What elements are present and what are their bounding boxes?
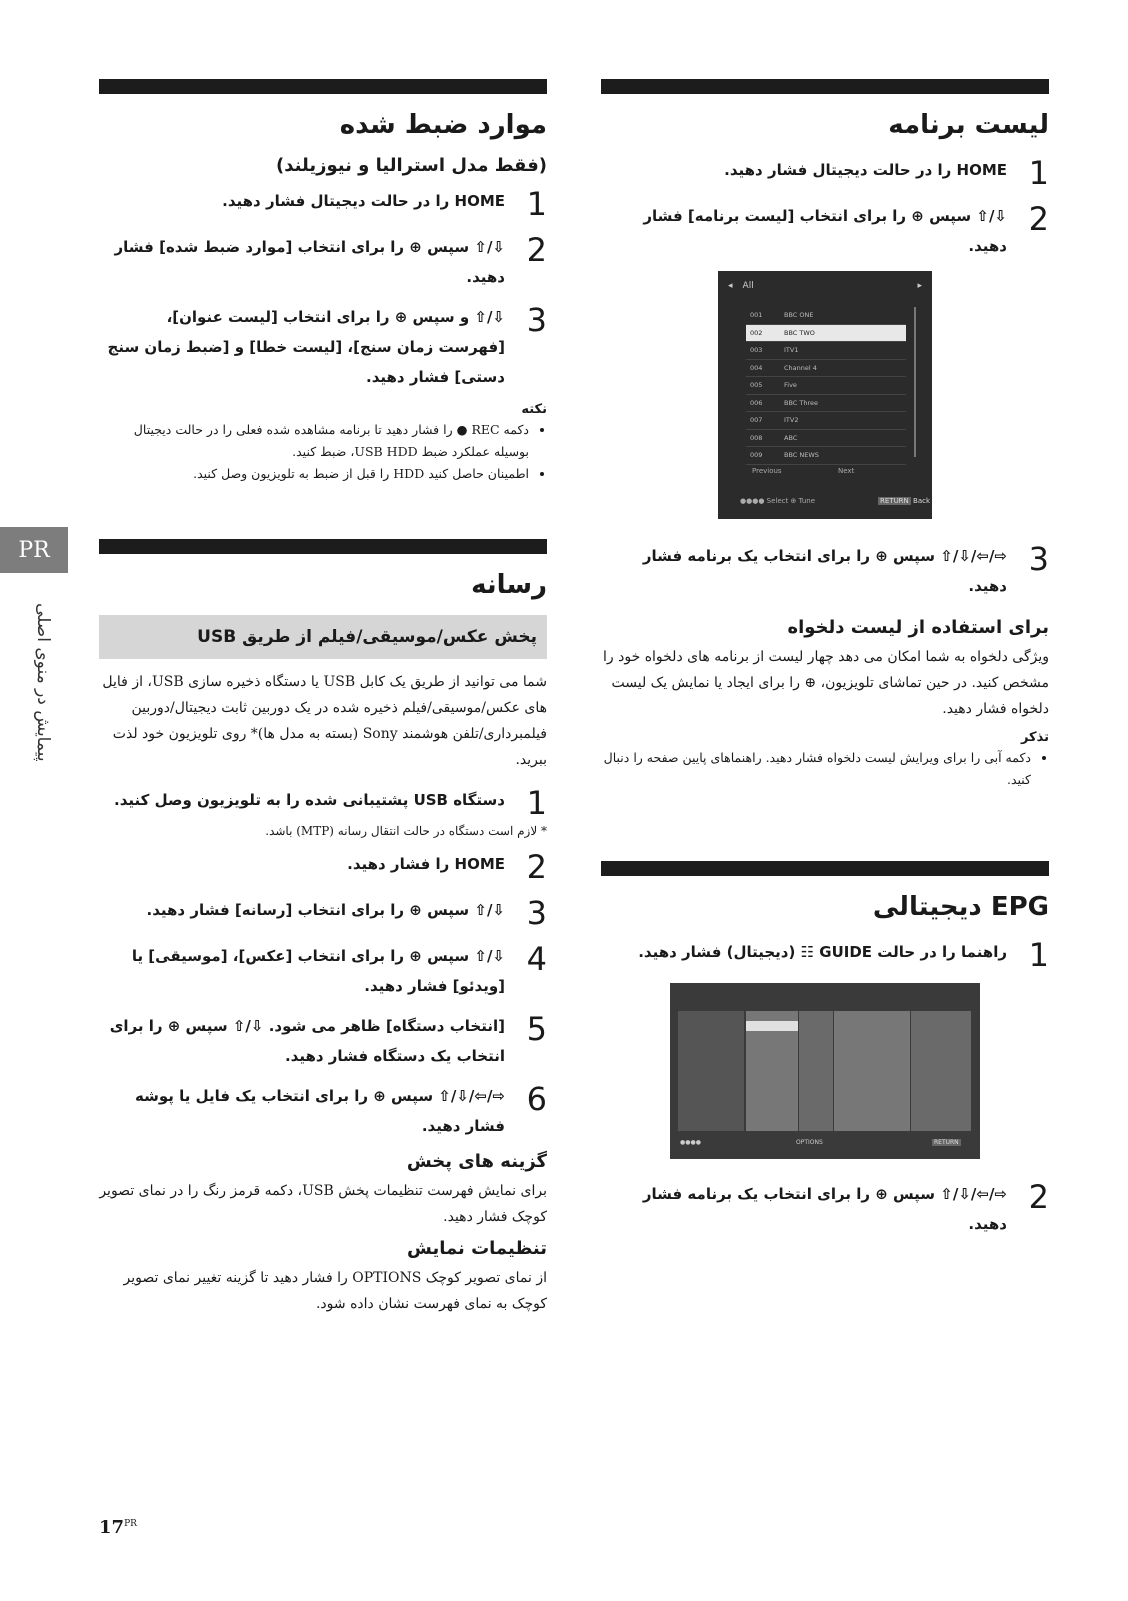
channel-row[interactable] <box>746 430 906 448</box>
step-number: 4 <box>526 940 547 979</box>
epg-row[interactable] <box>678 1021 972 1031</box>
channel-number: 003 <box>750 346 763 355</box>
step-text: ⇩/⇧ سپس ⊕ را برای انتخاب [لیست برنامه] فشار دهید. <box>643 207 1007 256</box>
media-step-6 <box>99 1081 547 1141</box>
epg-programme-cell[interactable] <box>834 1091 911 1101</box>
epg-programme-cell[interactable] <box>746 1091 797 1101</box>
epg-channel-cell <box>678 1101 744 1111</box>
epg-channel-cell <box>678 1121 744 1131</box>
epg-programme-cell[interactable] <box>799 1071 833 1081</box>
step-number: 3 <box>526 894 547 933</box>
epg-programme-cell[interactable] <box>746 1031 797 1041</box>
note-label: نکته <box>521 402 547 418</box>
epg-programme-cell[interactable] <box>834 1021 911 1031</box>
prev-label: Previous <box>752 467 782 476</box>
epg-programme-cell[interactable] <box>911 1111 971 1121</box>
step-text: راهنما را در حالت GUIDE ☷ (دیجیتال) فشار دهید. <box>638 943 1007 962</box>
channel-row[interactable] <box>746 395 906 413</box>
step-number: 6 <box>526 1080 547 1119</box>
channel-number: 009 <box>750 451 763 460</box>
step-number: 3 <box>526 301 547 340</box>
playback-options-text: برای نمایش فهرست تنظیمات پخش USB، دکمه قرمز رنگ را در نمای تصویر کوچک فشار دهید. <box>99 1183 547 1226</box>
epg-title: EPG دیجیتالی <box>872 892 1049 923</box>
epg-screenshot <box>670 983 980 1159</box>
note-item: • اطمینان حاصل کنید HDD را قبل از ضبط به تلویزیون وصل کنید. <box>99 463 529 485</box>
epg-channel-cell <box>678 1091 744 1101</box>
epg-row[interactable] <box>678 1101 972 1111</box>
epg-channel-cell <box>678 1111 744 1121</box>
epg-programme-cell[interactable] <box>911 1081 971 1091</box>
ok-icon: ⊕ <box>790 497 797 506</box>
dpad-icon: ●●●● <box>740 497 765 506</box>
step-text: HOME را فشار دهید. <box>347 855 505 874</box>
step-text: HOME را در حالت دیجیتال فشار دهید. <box>222 192 505 211</box>
epg-programme-cell[interactable] <box>911 1011 971 1021</box>
channel-name: ABC <box>784 433 798 442</box>
section-bar <box>99 79 547 94</box>
epg-row[interactable] <box>678 1051 972 1061</box>
epg-programme-cell[interactable] <box>746 1041 797 1051</box>
epg-programme-cell[interactable] <box>911 1031 971 1041</box>
favourites-text: ویژگی دلخواه به شما امکان می دهد چهار لیست از برنامه های دلخواه خود را مشخص کنید. در حین تماشای تلویزیون، ⊕ را برای ایجاد یا نمایش یک لیست دلخواه فشار دهید. <box>603 649 1049 718</box>
epg-programme-cell[interactable] <box>746 1081 797 1091</box>
program-list-screenshot <box>718 271 932 519</box>
step-text: ⇩/⇧ سپس ⊕ را برای انتخاب [رسانه] فشار دهید. <box>146 901 505 920</box>
epg-programme-cell[interactable] <box>799 1041 833 1051</box>
media-intro: شما می توانید از طریق یک کابل USB یا دستگاه ذخیره سازی USB، از فایل های عکس/موسیقی/فیلم ذخیره شده در یک دوربین ثابت دیجیتال/دوربین فیلمبرداری/تلفن هوشمند Sony (بسته به مدل ها)* روی تلویزیون خود لذت ببرید. <box>102 674 547 769</box>
note-list <box>99 419 547 485</box>
epg-programme-cell[interactable] <box>911 1101 971 1111</box>
note-item: • دکمه REC ● را فشار دهید تا برنامه مشاهده شده فعلی را در حالت دیجیتال بوسیله عملکرد ضبط USB HDD، ضبط کنید. <box>99 419 529 463</box>
epg-programme-cell[interactable] <box>799 1121 833 1131</box>
epg-programme-cell[interactable] <box>911 1091 971 1101</box>
channel-list <box>746 307 906 465</box>
epg-channel-cell <box>678 1041 744 1051</box>
step-text: HOME را در حالت دیجیتال فشار دهید. <box>724 161 1007 180</box>
channel-number: 004 <box>750 363 763 372</box>
media-step-4 <box>99 941 547 1001</box>
select-label: Select <box>766 497 789 506</box>
epg-channel-cell <box>678 1031 744 1041</box>
channel-name: ITV2 <box>784 416 799 425</box>
epg-programme-cell[interactable] <box>834 1101 911 1111</box>
channel-name: BBC Three <box>784 398 819 407</box>
usb-playback-bar <box>99 615 547 659</box>
epg-row[interactable] <box>678 1091 972 1101</box>
rec-step-3 <box>99 302 547 392</box>
step-number: 2 <box>1028 200 1049 239</box>
display-settings-heading: تنظیمات نمایش <box>407 1238 547 1260</box>
channel-number: 008 <box>750 433 763 442</box>
section-vertical-label: پیمایش در منوی اصلی <box>33 603 53 762</box>
step-text: ⇩/⇧ سپس ⊕ را برای انتخاب [موارد ضبط شده] فشار دهید. <box>114 238 505 287</box>
step-number: 2 <box>526 848 547 887</box>
channel-name: BBC TWO <box>784 328 815 337</box>
step-3 <box>601 541 1049 601</box>
step-2 <box>601 201 1049 261</box>
section-bar <box>601 861 1049 876</box>
epg-programme-cell[interactable] <box>911 1121 971 1131</box>
epg-row[interactable] <box>678 1121 972 1131</box>
epg-programme-cell[interactable] <box>799 1091 833 1101</box>
epg-programme-cell[interactable] <box>834 1031 911 1041</box>
epg-programme-cell[interactable] <box>911 1051 971 1061</box>
step-text: ⇨/⇦/⇩/⇧ سپس ⊕ را برای انتخاب یک برنامه فشار دهید. <box>642 547 1007 596</box>
channel-number: 001 <box>750 311 763 320</box>
channel-name: Five <box>784 381 797 390</box>
epg-programme-cell[interactable] <box>746 1121 797 1131</box>
channel-row[interactable] <box>746 307 906 325</box>
scrollbar <box>914 307 916 457</box>
step-number: 2 <box>526 231 547 270</box>
section-bar <box>99 539 547 554</box>
step-text: [انتخاب دستگاه] ظاهر می شود. ⇩/⇧ سپس ⊕ را برای انتخاب یک دستگاه فشار دهید. <box>109 1017 505 1066</box>
media-title: رسانه <box>471 570 547 601</box>
display-settings-text: از نمای تصویر کوچک OPTIONS را فشار دهید تا گزینه تغییر نمای تصویر کوچک به نمای فهرست نشان داده شود. <box>123 1270 547 1313</box>
channel-number: 007 <box>750 416 763 425</box>
program-list-title: لیست برنامه <box>888 110 1049 140</box>
page-num: 17 <box>99 1517 125 1538</box>
channel-row[interactable] <box>746 377 906 395</box>
epg-programme-cell[interactable] <box>746 1011 797 1021</box>
epg-programme-cell[interactable] <box>911 1041 971 1051</box>
epg-programme-cell[interactable] <box>746 1061 797 1071</box>
right-arrow-icon: ▸ <box>917 281 922 292</box>
epg-channel-cell <box>678 1061 744 1071</box>
recorded-title: موارد ضبط شده <box>339 110 547 140</box>
rec-step-1 <box>99 186 547 222</box>
channel-name: Channel 4 <box>784 363 817 372</box>
epg-programme-cell[interactable] <box>834 1121 911 1131</box>
return-key: RETURN <box>934 1139 959 1147</box>
channel-number: 006 <box>750 398 763 407</box>
epg-channel-cell <box>678 1071 744 1081</box>
media-step-1 <box>99 785 547 821</box>
channel-name: BBC ONE <box>784 311 814 320</box>
epg-programme-cell[interactable] <box>799 1111 833 1121</box>
epg-row[interactable] <box>678 1081 972 1091</box>
epg-programme-cell[interactable] <box>911 1071 971 1081</box>
next-label: Next <box>838 467 855 476</box>
epg-programme-cell[interactable] <box>799 1011 833 1021</box>
playback-options-heading: گزینه های پخش <box>406 1151 547 1173</box>
page-number <box>99 1517 137 1538</box>
right-column <box>601 79 1049 1249</box>
section-bar <box>601 79 1049 94</box>
rec-step-2 <box>99 232 547 292</box>
epg-grid <box>678 1011 972 1131</box>
step-number: 2 <box>1028 1178 1049 1217</box>
epg-programme-cell[interactable] <box>799 1081 833 1091</box>
header-label: All <box>742 281 754 292</box>
epg-row[interactable] <box>678 1111 972 1121</box>
epg-step-1 <box>601 937 1049 973</box>
step-text: ⇩/⇧ و سپس ⊕ را برای انتخاب [لیست عنوان]، [فهرست زمان سنج]، [لیست خطا] و [ضبط زمان سنج دستی] فشار دهید. <box>107 308 505 387</box>
step-text: دستگاه USB پشتیبانی شده را به تلویزیون وصل کنید. <box>114 791 505 810</box>
step-text: ⇩/⇧ سپس ⊕ را برای انتخاب [عکس]، [موسیقی] یا [ویدئو] فشار دهید. <box>131 947 505 996</box>
epg-step-2 <box>601 1179 1049 1239</box>
channel-name: ITV1 <box>784 346 799 355</box>
epg-programme-cell[interactable] <box>799 1101 833 1111</box>
epg-programme-cell[interactable] <box>799 1021 833 1031</box>
back-label: Back <box>913 497 931 506</box>
channel-row[interactable] <box>746 412 906 430</box>
epg-programme-cell[interactable] <box>834 1051 911 1061</box>
step-text: ⇨/⇦/⇩/⇧ سپس ⊕ را برای انتخاب یک برنامه فشار دهید. <box>642 1185 1007 1234</box>
epg-programme-cell[interactable] <box>799 1051 833 1061</box>
tip-label: تذکر <box>1020 730 1049 746</box>
epg-programme-cell[interactable] <box>834 1111 911 1121</box>
epg-programme-cell[interactable] <box>746 1071 797 1081</box>
epg-programme-cell[interactable] <box>799 1031 833 1041</box>
channel-number: 005 <box>750 381 763 390</box>
channel-row[interactable] <box>746 342 906 360</box>
channel-name: BBC NEWS <box>784 451 819 460</box>
epg-programme-cell[interactable] <box>834 1041 911 1051</box>
step-number: 1 <box>1028 154 1049 193</box>
epg-row[interactable] <box>678 1031 972 1041</box>
left-arrow-icon: ◂ <box>728 281 733 292</box>
epg-programme-cell[interactable] <box>746 1111 797 1121</box>
media-step-2 <box>99 849 547 885</box>
channel-row[interactable] <box>746 360 906 378</box>
step-number: 5 <box>526 1010 547 1049</box>
step-1 <box>601 155 1049 191</box>
tip-item: • دکمه آبی را برای ویرایش لیست دلخواه فشار دهید. راهنماهای پایین صفحه را دنبال کنید. <box>601 747 1031 791</box>
epg-channel-cell <box>678 1081 744 1091</box>
epg-programme-cell[interactable] <box>911 1021 971 1031</box>
epg-programme-cell[interactable] <box>746 1051 797 1061</box>
epg-programme-cell[interactable] <box>746 1021 797 1031</box>
page-suffix: PR <box>124 1519 137 1529</box>
language-tab: PR <box>0 527 68 573</box>
favourites-heading: برای استفاده از لیست دلخواه <box>787 617 1049 639</box>
epg-programme-cell[interactable] <box>834 1061 911 1071</box>
epg-row[interactable] <box>678 1011 972 1021</box>
media-step-5 <box>99 1011 547 1071</box>
left-column <box>99 79 547 1325</box>
epg-row[interactable] <box>678 1061 972 1071</box>
epg-programme-cell[interactable] <box>746 1101 797 1111</box>
epg-row[interactable] <box>678 1041 972 1051</box>
tip-list <box>601 747 1049 791</box>
step-number: 1 <box>1028 936 1049 975</box>
epg-programme-cell[interactable] <box>911 1061 971 1071</box>
media-step-3 <box>99 895 547 931</box>
recorded-subtitle: (فقط مدل استرالیا و نیوزیلند) <box>276 155 547 177</box>
epg-channel-cell <box>678 1011 744 1021</box>
step-text: ⇨/⇦/⇩/⇧ سپس ⊕ را برای انتخاب یک فایل یا پوشه فشار دهید. <box>134 1087 505 1136</box>
epg-programme-cell[interactable] <box>799 1061 833 1071</box>
epg-channel-cell <box>678 1021 744 1031</box>
channel-row[interactable] <box>746 325 906 343</box>
dpad-icon: ●●●● <box>680 1139 701 1147</box>
step-number: 1 <box>526 185 547 224</box>
tune-label: Tune <box>798 497 816 506</box>
epg-channel-cell <box>678 1051 744 1061</box>
epg-programme-cell[interactable] <box>834 1081 911 1091</box>
step-number: 3 <box>1028 540 1049 579</box>
options-key: OPTIONS <box>796 1139 823 1147</box>
epg-programme-cell[interactable] <box>834 1011 911 1021</box>
channel-row[interactable] <box>746 447 906 465</box>
epg-programme-cell[interactable] <box>834 1071 911 1081</box>
usb-playback-heading: پخش عکس/موسیقی/فیلم از طریق USB <box>197 627 537 648</box>
epg-row[interactable] <box>678 1071 972 1081</box>
footnote: * لازم است دستگاه در حالت انتقال رسانه (MTP) باشد. <box>265 824 547 839</box>
step-number: 1 <box>526 784 547 823</box>
channel-number: 002 <box>750 328 763 337</box>
return-key: RETURN <box>880 497 909 506</box>
